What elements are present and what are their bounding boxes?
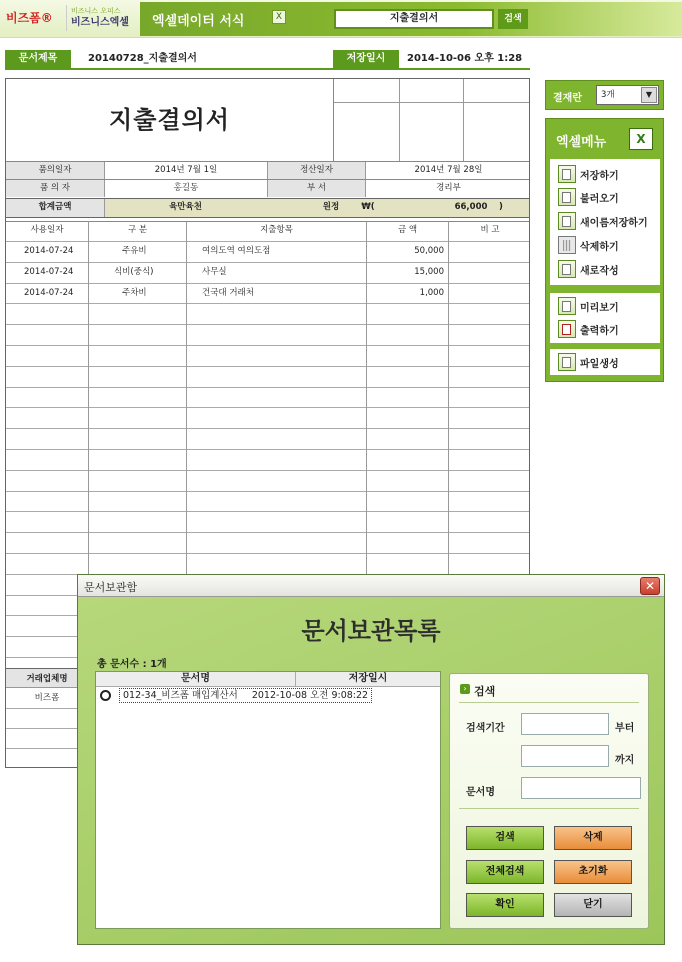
col-header-amount: 금 액 bbox=[366, 222, 448, 241]
row2-amount[interactable]: 15,000 bbox=[414, 267, 444, 277]
requester-value[interactable]: 홍길동 bbox=[104, 180, 267, 197]
row3-item[interactable]: 건국대 거래처 bbox=[202, 288, 254, 298]
menu-create-file[interactable] bbox=[558, 352, 619, 372]
form-title: 지출결의서 bbox=[6, 79, 334, 161]
dialog-delete-button[interactable]: 삭제 bbox=[554, 826, 632, 850]
doc-title-label: 문서제목 bbox=[5, 50, 71, 68]
menu-save-label: 저장하기 bbox=[580, 170, 619, 182]
saved-date-value: 2014-10-06 오후 1:28 bbox=[407, 53, 523, 64]
row2-item[interactable]: 사무실 bbox=[202, 267, 227, 277]
settle-date-label: 정산일자 bbox=[267, 162, 365, 179]
trash-icon bbox=[558, 236, 576, 254]
menu-group-print bbox=[550, 293, 660, 343]
menu-create-file-label: 파일생성 bbox=[580, 358, 619, 370]
menu-preview-label: 미리보기 bbox=[580, 302, 619, 314]
doc-name-label: 문서명 bbox=[466, 787, 495, 798]
menu-preview[interactable] bbox=[558, 296, 619, 316]
grid-row-line bbox=[6, 262, 530, 263]
col-header-date: 사용일자 bbox=[30, 225, 64, 235]
requester-label: 품 의 자 bbox=[6, 180, 104, 197]
dialog-titlebar[interactable] bbox=[78, 575, 664, 597]
menu-save[interactable] bbox=[558, 164, 619, 184]
list-item-saved: 2012-10-08 오전 9:08:22 bbox=[251, 689, 369, 701]
info-rule bbox=[5, 68, 530, 70]
approval-count-panel bbox=[545, 80, 664, 110]
approval-count-value: 3개 bbox=[601, 90, 615, 100]
search-panel-title: 검색 bbox=[474, 685, 496, 698]
grid-row-line bbox=[6, 428, 530, 429]
list-item[interactable] bbox=[98, 687, 438, 703]
print-icon bbox=[558, 320, 576, 338]
settle-date-value[interactable]: 2014년 7월 28일 bbox=[365, 162, 530, 179]
grid-row-line bbox=[6, 511, 530, 512]
reset-button[interactable]: 초기화 bbox=[554, 860, 632, 884]
excel-menu-title: 엑셀메뉴 bbox=[556, 135, 607, 150]
col-header-note: 비 고 bbox=[448, 222, 530, 241]
currency-open: ₩( bbox=[361, 202, 375, 212]
new-document-icon bbox=[558, 260, 576, 278]
search-section-icon: › bbox=[460, 684, 470, 694]
menu-print[interactable] bbox=[558, 319, 619, 339]
search-all-button[interactable]: 전체검색 bbox=[466, 860, 544, 884]
grid-row-line bbox=[6, 303, 530, 304]
search-divider bbox=[459, 702, 639, 703]
period-from-input[interactable] bbox=[521, 713, 609, 735]
menu-save-as[interactable] bbox=[558, 211, 648, 231]
preview-icon bbox=[558, 297, 576, 315]
total-amount-label: 합계금액 bbox=[6, 199, 104, 217]
col-header-item: 지출항목 bbox=[186, 222, 366, 241]
grid-row-line bbox=[6, 553, 530, 554]
close-icon[interactable]: ✕ bbox=[640, 577, 660, 595]
doc-name-input[interactable] bbox=[521, 777, 641, 799]
grid-row-line bbox=[6, 449, 530, 450]
radio-button[interactable] bbox=[100, 690, 111, 701]
request-date-value[interactable]: 2014년 7월 1일 bbox=[104, 162, 267, 179]
open-icon bbox=[558, 188, 576, 206]
grid-row-line bbox=[6, 345, 530, 346]
grid-row-line bbox=[6, 532, 530, 533]
grid-row-line bbox=[6, 283, 530, 284]
row2-date[interactable]: 2014-07-24 bbox=[24, 267, 74, 277]
dropdown-arrow-icon[interactable]: ▼ bbox=[641, 87, 657, 103]
app-title: 엑셀데이터 서식 bbox=[152, 14, 245, 29]
search-divider-2 bbox=[459, 808, 639, 809]
document-storage-dialog[interactable] bbox=[77, 574, 665, 945]
search-button[interactable]: 검색 bbox=[498, 9, 528, 29]
document-list[interactable] bbox=[95, 671, 441, 929]
total-amount-korean[interactable]: 육만육천 bbox=[169, 202, 202, 212]
approval-count-select[interactable] bbox=[596, 85, 659, 105]
top-bar bbox=[0, 0, 682, 38]
document-search-input[interactable]: 지출결의서 bbox=[334, 9, 494, 29]
row3-category[interactable]: 주차비 bbox=[122, 288, 147, 298]
save-icon bbox=[558, 165, 576, 183]
period-to-input[interactable] bbox=[521, 745, 609, 767]
menu-delete-label: 삭제하기 bbox=[580, 241, 619, 253]
menu-open-label: 불러오기 bbox=[580, 193, 619, 205]
dialog-title: 문서보관함 bbox=[84, 581, 138, 594]
menu-print-label: 출력하기 bbox=[580, 325, 619, 337]
row3-date[interactable]: 2014-07-24 bbox=[24, 288, 74, 298]
won-label: 원정 bbox=[322, 202, 340, 212]
vendor-row-line bbox=[6, 748, 88, 749]
dialog-search-button[interactable]: 검색 bbox=[466, 826, 544, 850]
row1-date[interactable]: 2014-07-24 bbox=[24, 246, 74, 256]
row1-category[interactable]: 주유비 bbox=[122, 246, 147, 256]
period-from-suffix: 부터 bbox=[615, 723, 635, 734]
grid-row-line bbox=[6, 470, 530, 471]
excel-icon: X bbox=[272, 10, 286, 24]
menu-group-file bbox=[550, 159, 660, 285]
row2-category[interactable]: 식비(중식) bbox=[114, 267, 154, 277]
total-amount-number[interactable]: 66,000 bbox=[454, 202, 488, 212]
doc-title-value: 20140728_지출결의서 bbox=[88, 53, 197, 64]
row3-amount[interactable]: 1,000 bbox=[419, 288, 444, 298]
vendor-row-line bbox=[6, 708, 88, 709]
menu-open[interactable] bbox=[558, 187, 619, 207]
list-item-name: 012-34_비즈폼 매입계산서 bbox=[123, 689, 238, 701]
grid-row-line bbox=[6, 407, 530, 408]
list-header-name[interactable]: 문서명 bbox=[96, 672, 296, 687]
vendor-row-line bbox=[6, 728, 88, 729]
document-count: 총 문서수 : 1개 bbox=[97, 659, 167, 670]
business-excel-logo bbox=[66, 5, 130, 31]
save-as-icon bbox=[558, 212, 576, 230]
create-file-icon bbox=[558, 353, 576, 371]
excel-menu-panel bbox=[545, 118, 664, 382]
grid-row-line bbox=[6, 366, 530, 367]
list-item-text[interactable] bbox=[119, 688, 372, 703]
vendor-value[interactable]: 비즈폼 bbox=[34, 693, 60, 703]
ok-button[interactable]: 확인 bbox=[466, 893, 544, 917]
dialog-heading: 문서보관목록 bbox=[301, 617, 441, 645]
grid-row-line bbox=[6, 387, 530, 388]
col-header-category: 구 분 bbox=[88, 222, 186, 241]
business-logo-tagline: 비즈니스 오피스 bbox=[71, 7, 121, 15]
list-header-saved[interactable]: 저장일시 bbox=[296, 672, 440, 687]
row1-item[interactable]: 여의도역 여의도점 bbox=[202, 246, 271, 256]
close-button[interactable]: 닫기 bbox=[554, 893, 632, 917]
grid-row-line bbox=[6, 491, 530, 492]
business-logo-text: 비즈니스엑셀 bbox=[71, 17, 129, 28]
approval-label: 결재란 bbox=[553, 93, 582, 104]
grid-row-line bbox=[6, 324, 530, 325]
request-date-label: 품의일자 bbox=[6, 162, 104, 179]
vendor-header: 거래업체명 bbox=[6, 668, 88, 688]
menu-save-as-label: 새이름저장하기 bbox=[580, 217, 648, 229]
row1-amount[interactable]: 50,000 bbox=[414, 246, 444, 256]
menu-group-export bbox=[550, 349, 660, 375]
period-label: 검색기간 bbox=[466, 723, 505, 734]
bizform-logo: 비즈폼® bbox=[6, 11, 53, 25]
period-to-suffix: 까지 bbox=[615, 755, 635, 766]
search-panel bbox=[449, 673, 649, 929]
menu-new[interactable] bbox=[558, 259, 619, 279]
saved-date-label: 저장일시 bbox=[333, 50, 399, 68]
department-label: 부 서 bbox=[267, 180, 365, 197]
menu-new-label: 새로작성 bbox=[580, 265, 619, 277]
menu-delete[interactable] bbox=[558, 235, 619, 255]
department-value[interactable]: 경리부 bbox=[365, 180, 530, 197]
excel-menu-icon: X bbox=[629, 128, 653, 150]
currency-close: ) bbox=[499, 202, 503, 212]
